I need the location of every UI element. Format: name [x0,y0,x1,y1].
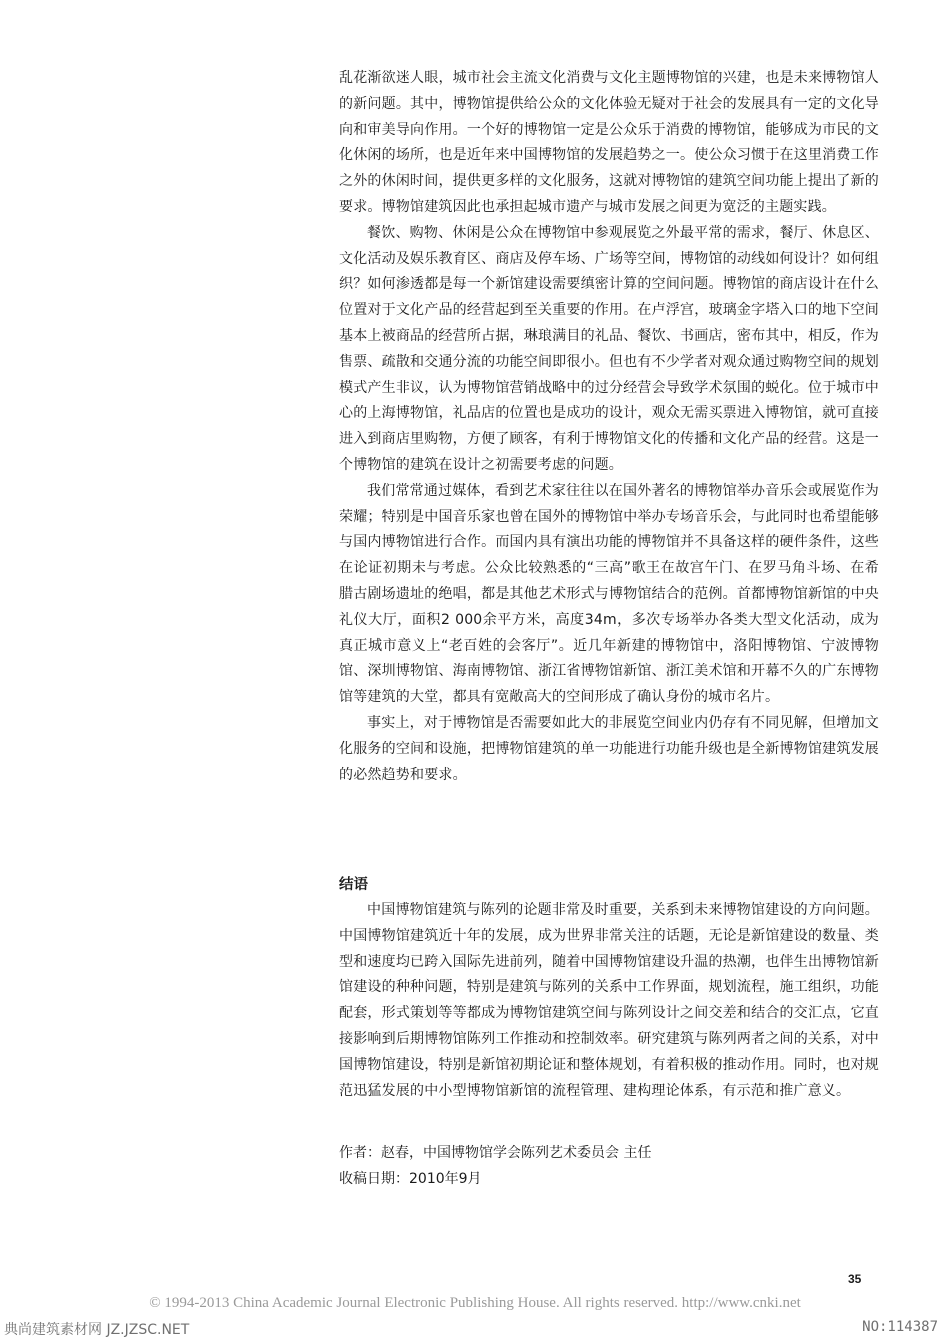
paragraph-4: 事实上，对于博物馆是否需要如此大的非展览空间业内仍存有不同见解，但增加文化服务的空间和设施，把博物馆建筑的单一功能进行功能升级也是全新博物馆建筑发展的必然趋势和要求。 [339,714,879,783]
paragraph-2: 餐饮、购物、休闲是公众在博物馆中参观展览之外最平常的需求，餐厅、休息区、文化活动及娱乐教育区、商店及停车场、广场等空间，博物馆的动线如何设计？如何组织？如何渗透都是每一个新馆建设需要缜密计算的空间问题。博物馆的商店设计在什么位置对于文化产品的经营起到至关重要的作用。在卢浮宫，玻璃金字塔入口的地下空间基本上被商品的经营所占据，琳琅满目的礼品、餐饮、书画店，密布其中，相反，作为售票、疏散和交通分流的功能空间即很小。但也有不少学者对观众通过购物空间的规划模式产生非议，认为博物馆营销战略中的过分经营会导致学术氛围的蜕化。位于城市中心的上海博物馆，礼品店的位置也是成功的设计，观众无需买票进入博物馆，就可直接进入到商店里购物，方便了顾客，有利于博物馆文化的传播和文化产品的经营。这是一个博物馆的建筑在设计之初需要考虑的问题。 [339,224,879,473]
conclusion-paragraph: 中国博物馆建筑与陈列的论题非常及时重要，关系到未来博物馆建设的方向问题。中国博物馆建筑近十年的发展，成为世界非常关注的话题，无论是新馆建设的数量、类型和速度均已跨入国际先进前列，随着中国博物馆建设升温的热潮，也伴生出博物馆新馆建设的种种问题，特别是建筑与陈列的关系中工作界面，规划流程，施工组织，功能配套，形式策划等等都成为博物馆建筑空间与陈列设计之间交差和结合的交汇点，它直接影响到后期博物馆陈列工作推动和控制效率。研究建筑与陈列两者之间的关系，对中国博物馆建设，特别是新馆初期论证和整体规划，有着积极的推动作用。同时，也对规范迅猛发展的中小型博物馆新馆的流程管理、建构理论体系，有示范和推广意义。 [339,902,879,1099]
received-date: 收稿日期：2010年9月 [339,1170,482,1187]
conclusion-body [339,898,879,1104]
article-body [339,66,879,788]
copyright-notice: © 1994-2013 China Academic Journal Electronic Publishing House. All rights reserved. http://www.cnki.net [149,1295,801,1311]
paragraph-1: 乱花渐欲迷人眼，城市社会主流文化消费与文化主题博物馆的兴建，也是未来博物馆人的新问题。其中，博物馆提供给公众的文化体验无疑对于社会的发展具有一定的文化导向和审美导向作用。一个好的博物馆一定是公众乐于消费的博物馆，能够成为市民的文化休闲的场所，也是近年来中国博物馆的发展趋势之一。使公众习惯于在这里消费工作之外的休闲时间，提供更多样的文化服务，这就对博物馆的建筑空间功能上提出了新的要求。博物馆建筑因此也承担起城市遗产与城市发展之间更为宽泛的主题实践。 [339,70,879,215]
paragraph-3: 我们常常通过媒体，看到艺术家往往以在国外著名的博物馆举办音乐会或展览作为荣耀；特别是中国音乐家也曾在国外的博物馆中举办专场音乐会，与此同时也希望能够与国内博物馆进行合作。而国内具有演出功能的博物馆并不具备这样的硬件条件，这些在论证初期未与考虑。公众比较熟悉的“三高”歌王在故宫午门、在罗马角斗场、在希腊古剧场遗址的绝唱，都是其他艺术形式与博物馆结合的范例。首都博物馆新馆的中央礼仪大厅，面积2 000余平方米，高度34m，多次专场举办各类大型文化活动，成为真正城市意义上“老百姓的会客厅”。近几年新建的博物馆中，洛阳博物馆、宁波博物馆、深圳博物馆、海南博物馆、浙江省博物馆新馆、浙江美术馆和开幕不久的广东博物馆等建筑的大堂，都具有宽敞高大的空间形成了确认身份的城市名片。 [339,482,879,706]
page-number: 35 [848,1272,862,1286]
article-meta [339,1141,651,1192]
watermark-number: NO:114387 [862,1319,938,1335]
author-line: 作者：赵春，中国博物馆学会陈列艺术委员会 主任 [339,1145,652,1161]
conclusion-heading: 结语 [339,877,368,893]
watermark-site: 典尚建筑素材网 JZ.JZSC.NET [4,1322,190,1338]
